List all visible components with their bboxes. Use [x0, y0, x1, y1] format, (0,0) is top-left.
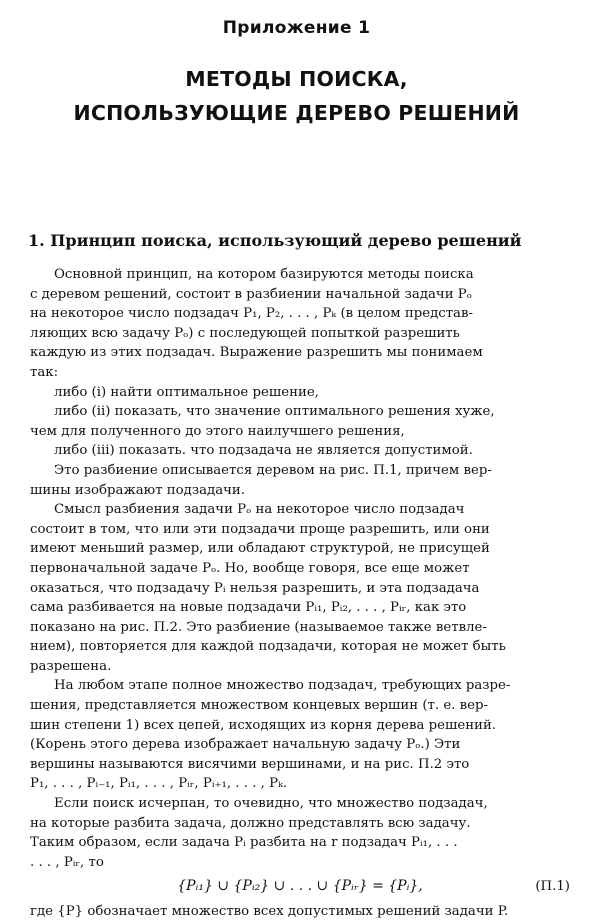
text-line: . . . , Pᵢᵣ, то	[30, 854, 104, 870]
text-line: (Корень этого дерева изображает начальную задачу Pₒ.) Эти	[30, 737, 461, 753]
text-line: либо (i) найти оптимальное решение,	[54, 384, 319, 400]
formula-expression: {Pᵢ₁} ∪ {Pᵢ₂} ∪ . . . ∪ {Pᵢᵣ} = {Pᵢ},	[177, 877, 423, 894]
text-line: шин степени 1) всех цепей, исходящих из корня дерева решений.	[30, 717, 497, 733]
text-line: показано на рис. П.2. Это разбиение (называемое также ветвле-	[30, 619, 487, 635]
text-line: шины изображают подзадачи.	[30, 482, 246, 498]
text-line: либо (iii) показать. что подзадача не является допустимой.	[54, 443, 473, 459]
text-line: состоит в том, что или эти подзадачи проще разрешить, или они	[30, 521, 490, 537]
text-line: чем для полученного до этого наилучшего решения,	[30, 423, 405, 439]
text-line: каждую из этих подзадач. Выражение разрешить мы понимаем	[30, 345, 483, 361]
text-line: нием), повторяется для каждой подзадачи, которая не может быть	[30, 639, 506, 655]
text-line: либо (ii) показать, что значение оптимального решения хуже,	[54, 404, 495, 420]
text-line: Это разбиение описывается деревом на рис. П.1, причем вер-	[54, 462, 492, 478]
text-line: так:	[30, 364, 59, 380]
text-line: вершины называются висячими вершинами, и на рис. П.2 это	[30, 756, 470, 772]
formula-p1	[30, 874, 570, 898]
text-line: Если поиск исчерпан, то очевидно, что множество подзадач,	[54, 796, 488, 812]
equation-number: (П.1)	[535, 878, 570, 894]
text-line: с деревом решений, состоит в разбиении начальной задачи Pₒ	[30, 286, 472, 302]
body-text	[30, 265, 570, 922]
text-line: P₁, . . . , Pᵢ₋₁, Pᵢ₁, . . . , Pᵢᵣ, Pᵢ₊₁, . . . , Pₖ.	[30, 776, 288, 792]
text-line: На любом этапе полное множество подзадач, требующих разре-	[54, 678, 511, 694]
appendix-header: Приложение 1	[222, 18, 371, 38]
text-line: сама разбивается на новые подзадачи Pᵢ₁, Pᵢ₂, . . . , Pᵢᵣ, как это	[30, 600, 467, 616]
text-line: разрешена.	[30, 658, 112, 674]
text-line: на которые разбита задача, должно представлять всю задачу.	[30, 815, 471, 831]
text-line: Смысл разбиения задачи Pₒ на некоторое число подзадач	[54, 502, 465, 518]
section-title: 1. Принцип поиска, использующий дерево решений	[28, 231, 522, 250]
text-line: ляющих всю задачу Pₒ) с последующей попыткой разрешить	[30, 325, 460, 341]
chapter-title	[0, 62, 593, 130]
text-line: где {P} обозначает множество всех допустимых решений задачи P.	[30, 904, 509, 920]
text-line: Таким образом, если задача Pᵢ разбита на r подзадач Pᵢ₁, . . .	[30, 835, 458, 851]
text-line: оказаться, что подзадачу Pᵢ нельзя разрешить, и эта подзадача	[30, 580, 480, 596]
text-line: первоначальной задаче Pₒ. Но, вообще говоря, все еще может	[30, 560, 470, 576]
chapter-title-line-1: МЕТОДЫ ПОИСКА,	[185, 67, 408, 91]
text-line: шения, представляется множеством концевых вершин (т. е. вер-	[30, 698, 488, 714]
text-line: имеют меньший размер, или обладают структурой, не присущей	[30, 541, 490, 557]
text-line: Основной принцип, на котором базируются методы поиска	[54, 267, 474, 282]
chapter-title-line-2: ИСПОЛЬЗУЮЩИЕ ДЕРЕВО РЕШЕНИЙ	[73, 101, 520, 125]
text-line: на некоторое число подзадач P₁, P₂, . . . , Pₖ (в целом представ-	[30, 306, 473, 322]
